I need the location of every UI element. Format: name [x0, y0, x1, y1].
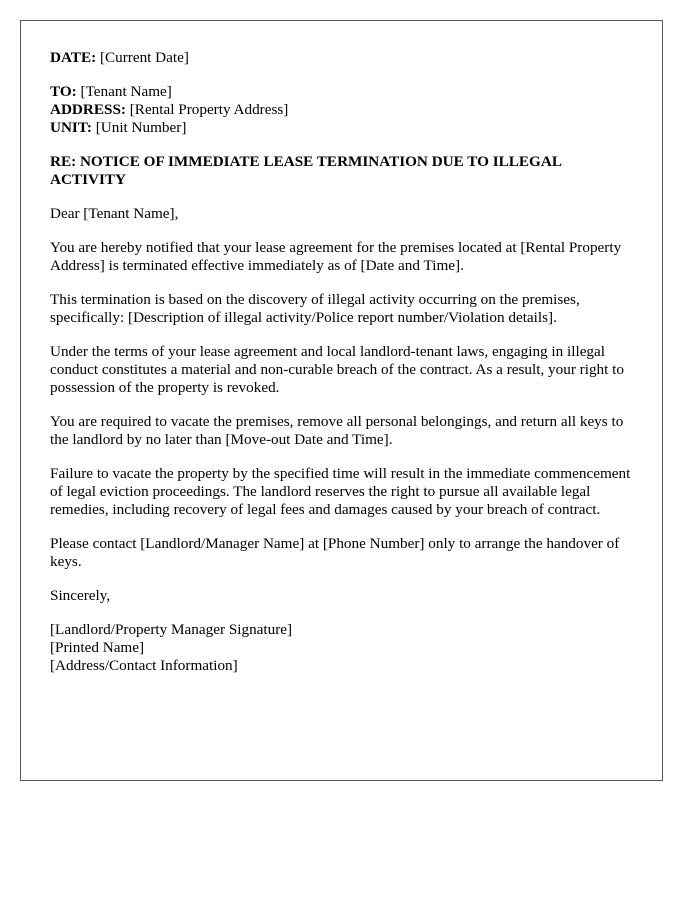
closing: Sincerely, [50, 587, 111, 604]
unit-label: UNIT: [50, 119, 92, 136]
contact-info: [Address/Contact Information] [50, 657, 238, 674]
signature-block [50, 621, 633, 675]
body-paragraph-3: Under the terms of your lease agreement and local landlord-tenant laws, engaging in illegal conduct constitutes a material and non-curable breach of the contract. As a result, your right to possession of the property is revoked. [50, 343, 624, 396]
address-value: [Rental Property Address] [129, 101, 289, 118]
subject-line [50, 153, 633, 189]
subject-text: RE: NOTICE OF IMMEDIATE LEASE TERMINATION DUE TO ILLEGAL ACTIVITY [50, 153, 562, 188]
unit-value: [Unit Number] [95, 119, 187, 136]
date-line [50, 49, 633, 67]
salutation: Dear [Tenant Name], [50, 205, 179, 222]
address-label: ADDRESS: [50, 101, 126, 118]
date-label: DATE: [50, 49, 97, 66]
to-value: [Tenant Name] [80, 83, 172, 100]
recipient-block [50, 83, 633, 137]
body-paragraph-1: You are hereby notified that your lease agreement for the premises located at [Rental Property Address] is terminated effective immediately as of [Date and Time]. [50, 239, 622, 274]
date-value: [Current Date] [99, 49, 189, 66]
body-paragraph-6: Please contact [Landlord/Manager Name] at [Phone Number] only to arrange the handover of keys. [50, 535, 620, 570]
body-paragraph-4: You are required to vacate the premises, remove all personal belongings, and return all keys to the landlord by no later than [Move-out Date and Time]. [50, 413, 624, 448]
letter [20, 20, 663, 781]
body-paragraph-2: This termination is based on the discovery of illegal activity occurring on the premises, specifically: [Description of illegal activity/Police report number/Violation details]. [50, 291, 580, 326]
signature-line: [Landlord/Property Manager Signature] [50, 621, 293, 638]
body-paragraph-5: Failure to vacate the property by the specified time will result in the immediate commencement of legal eviction proceedings. The landlord reserves the right to pursue all available legal remedies, including recovery of legal fees and damages caused by your breach of contract. [50, 465, 631, 518]
to-label: TO: [50, 83, 77, 100]
printed-name: [Printed Name] [50, 639, 145, 656]
